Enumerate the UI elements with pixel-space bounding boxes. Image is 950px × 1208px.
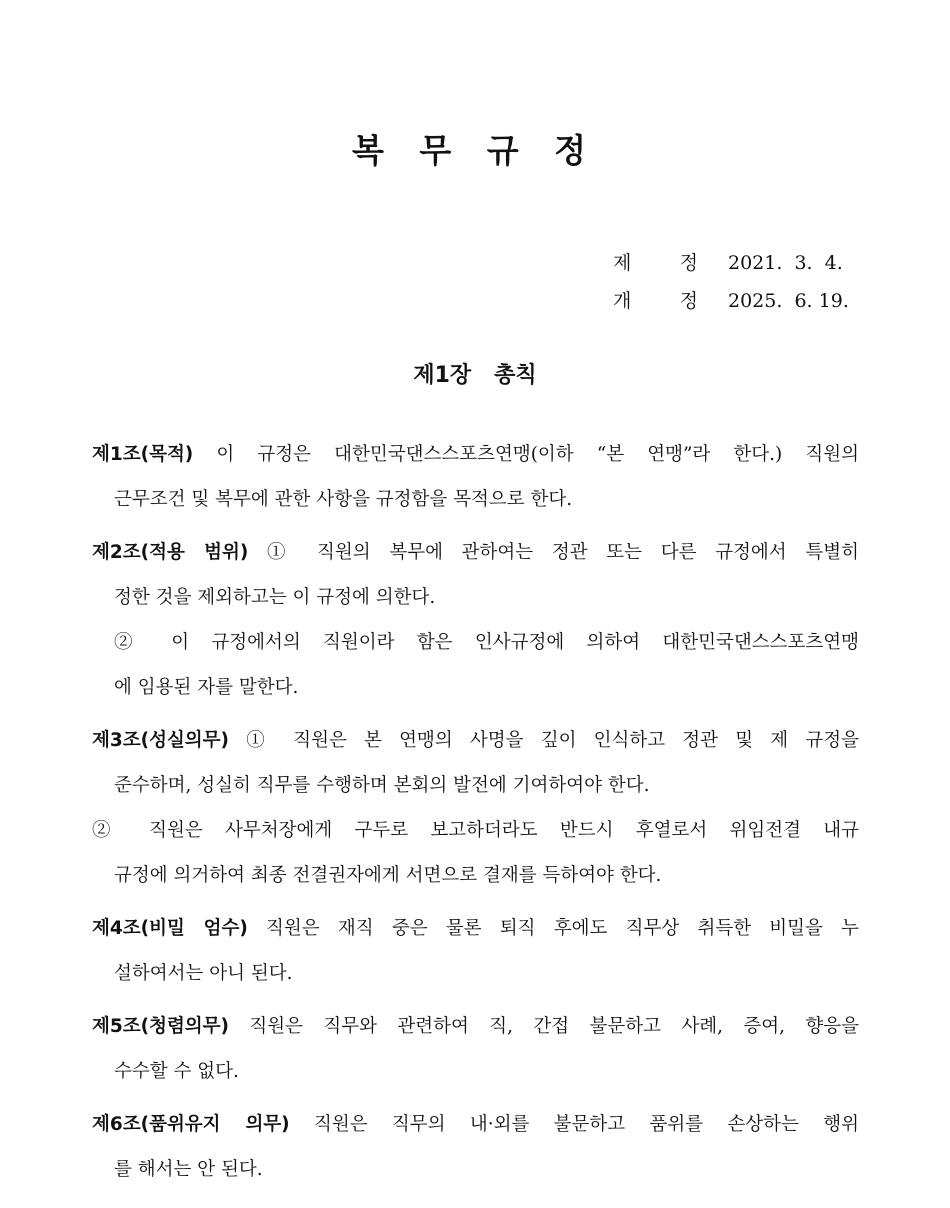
article-text: 직원은 직무의 내·외를 불문하고 품위를 손상하는 행위 <box>289 1114 859 1135</box>
history-amended <box>598 282 858 320</box>
article-line: ② 이 규정에서의 직원이라 함은 인사규정에 의하여 대한민국댄스스포츠연맹 <box>114 632 859 653</box>
article-line: 수수할 수 없다. <box>114 1061 239 1082</box>
article-3 <box>92 718 859 898</box>
article-5 <box>92 1004 859 1094</box>
article-line <box>92 432 859 477</box>
article-text: 직원은 직무와 관련하여 직, 간접 불문하고 사례, 증여, 향응을 <box>229 1016 859 1037</box>
article-line <box>92 1102 859 1147</box>
history-enacted <box>598 244 858 282</box>
history-label: 개 정 <box>613 290 698 312</box>
article-line: 에 임용된 자를 말한다. <box>114 677 299 698</box>
document-title: 복 무 규 정 <box>352 131 598 170</box>
article-text: 직원은 재직 중은 물론 퇴직 후에도 직무상 취득한 비밀을 누 <box>247 918 859 939</box>
article-2 <box>92 530 859 710</box>
history-date: 2021. 3. 4. <box>728 252 843 274</box>
article-line: 설하여서는 아니 된다. <box>114 963 293 984</box>
article-heading: 제2조(적용 범위) <box>92 542 249 563</box>
article-heading: 제4조(비밀 엄수) <box>92 918 248 939</box>
article-6 <box>92 1102 859 1192</box>
articles <box>92 432 859 1192</box>
article-line: 정한 것을 제외하고는 이 규정에 의한다. <box>114 587 436 608</box>
chapter-heading: 제1장 총칙 <box>413 363 537 388</box>
article-heading: 제3조(성실의무) <box>92 730 230 751</box>
article-heading: 제6조(품위유지 의무) <box>92 1114 290 1135</box>
article-line <box>92 530 859 575</box>
article-4 <box>92 906 859 996</box>
article-text: ① 직원의 복무에 관하여는 정관 또는 다른 규정에서 특별히 <box>248 542 859 563</box>
article-line <box>92 718 859 763</box>
article-line: 규정에 의거하여 최종 전결권자에게 서면으로 결재를 득하여야 한다. <box>114 865 662 886</box>
article-line: 근무조건 및 복무에 관한 사항을 규정함을 목적으로 한다. <box>114 489 573 510</box>
article-line: 를 해서는 안 된다. <box>114 1159 263 1180</box>
article-line <box>92 906 859 951</box>
article-heading: 제5조(청렴의무) <box>92 1016 230 1037</box>
article-line: ② 직원은 사무처장에게 구두로 보고하더라도 반드시 후열로서 위임전결 내규 <box>92 820 859 841</box>
article-line: 준수하며, 성실히 직무를 수행하며 본회의 발전에 기여하여야 한다. <box>114 775 650 796</box>
history-label: 제 정 <box>613 252 698 274</box>
article-1 <box>92 432 859 522</box>
article-text: ① 직원은 본 연맹의 사명을 깊이 인식하고 정관 및 제 규정을 <box>229 730 859 751</box>
article-text: 이 규정은 대한민국댄스스포츠연맹(이하 “본 연맹”라 한다.) 직원의 <box>193 444 859 465</box>
revision-history <box>598 244 858 320</box>
article-heading: 제1조(목적) <box>92 444 194 465</box>
history-date: 2025. 6. 19. <box>728 290 849 312</box>
article-line <box>92 1004 859 1049</box>
